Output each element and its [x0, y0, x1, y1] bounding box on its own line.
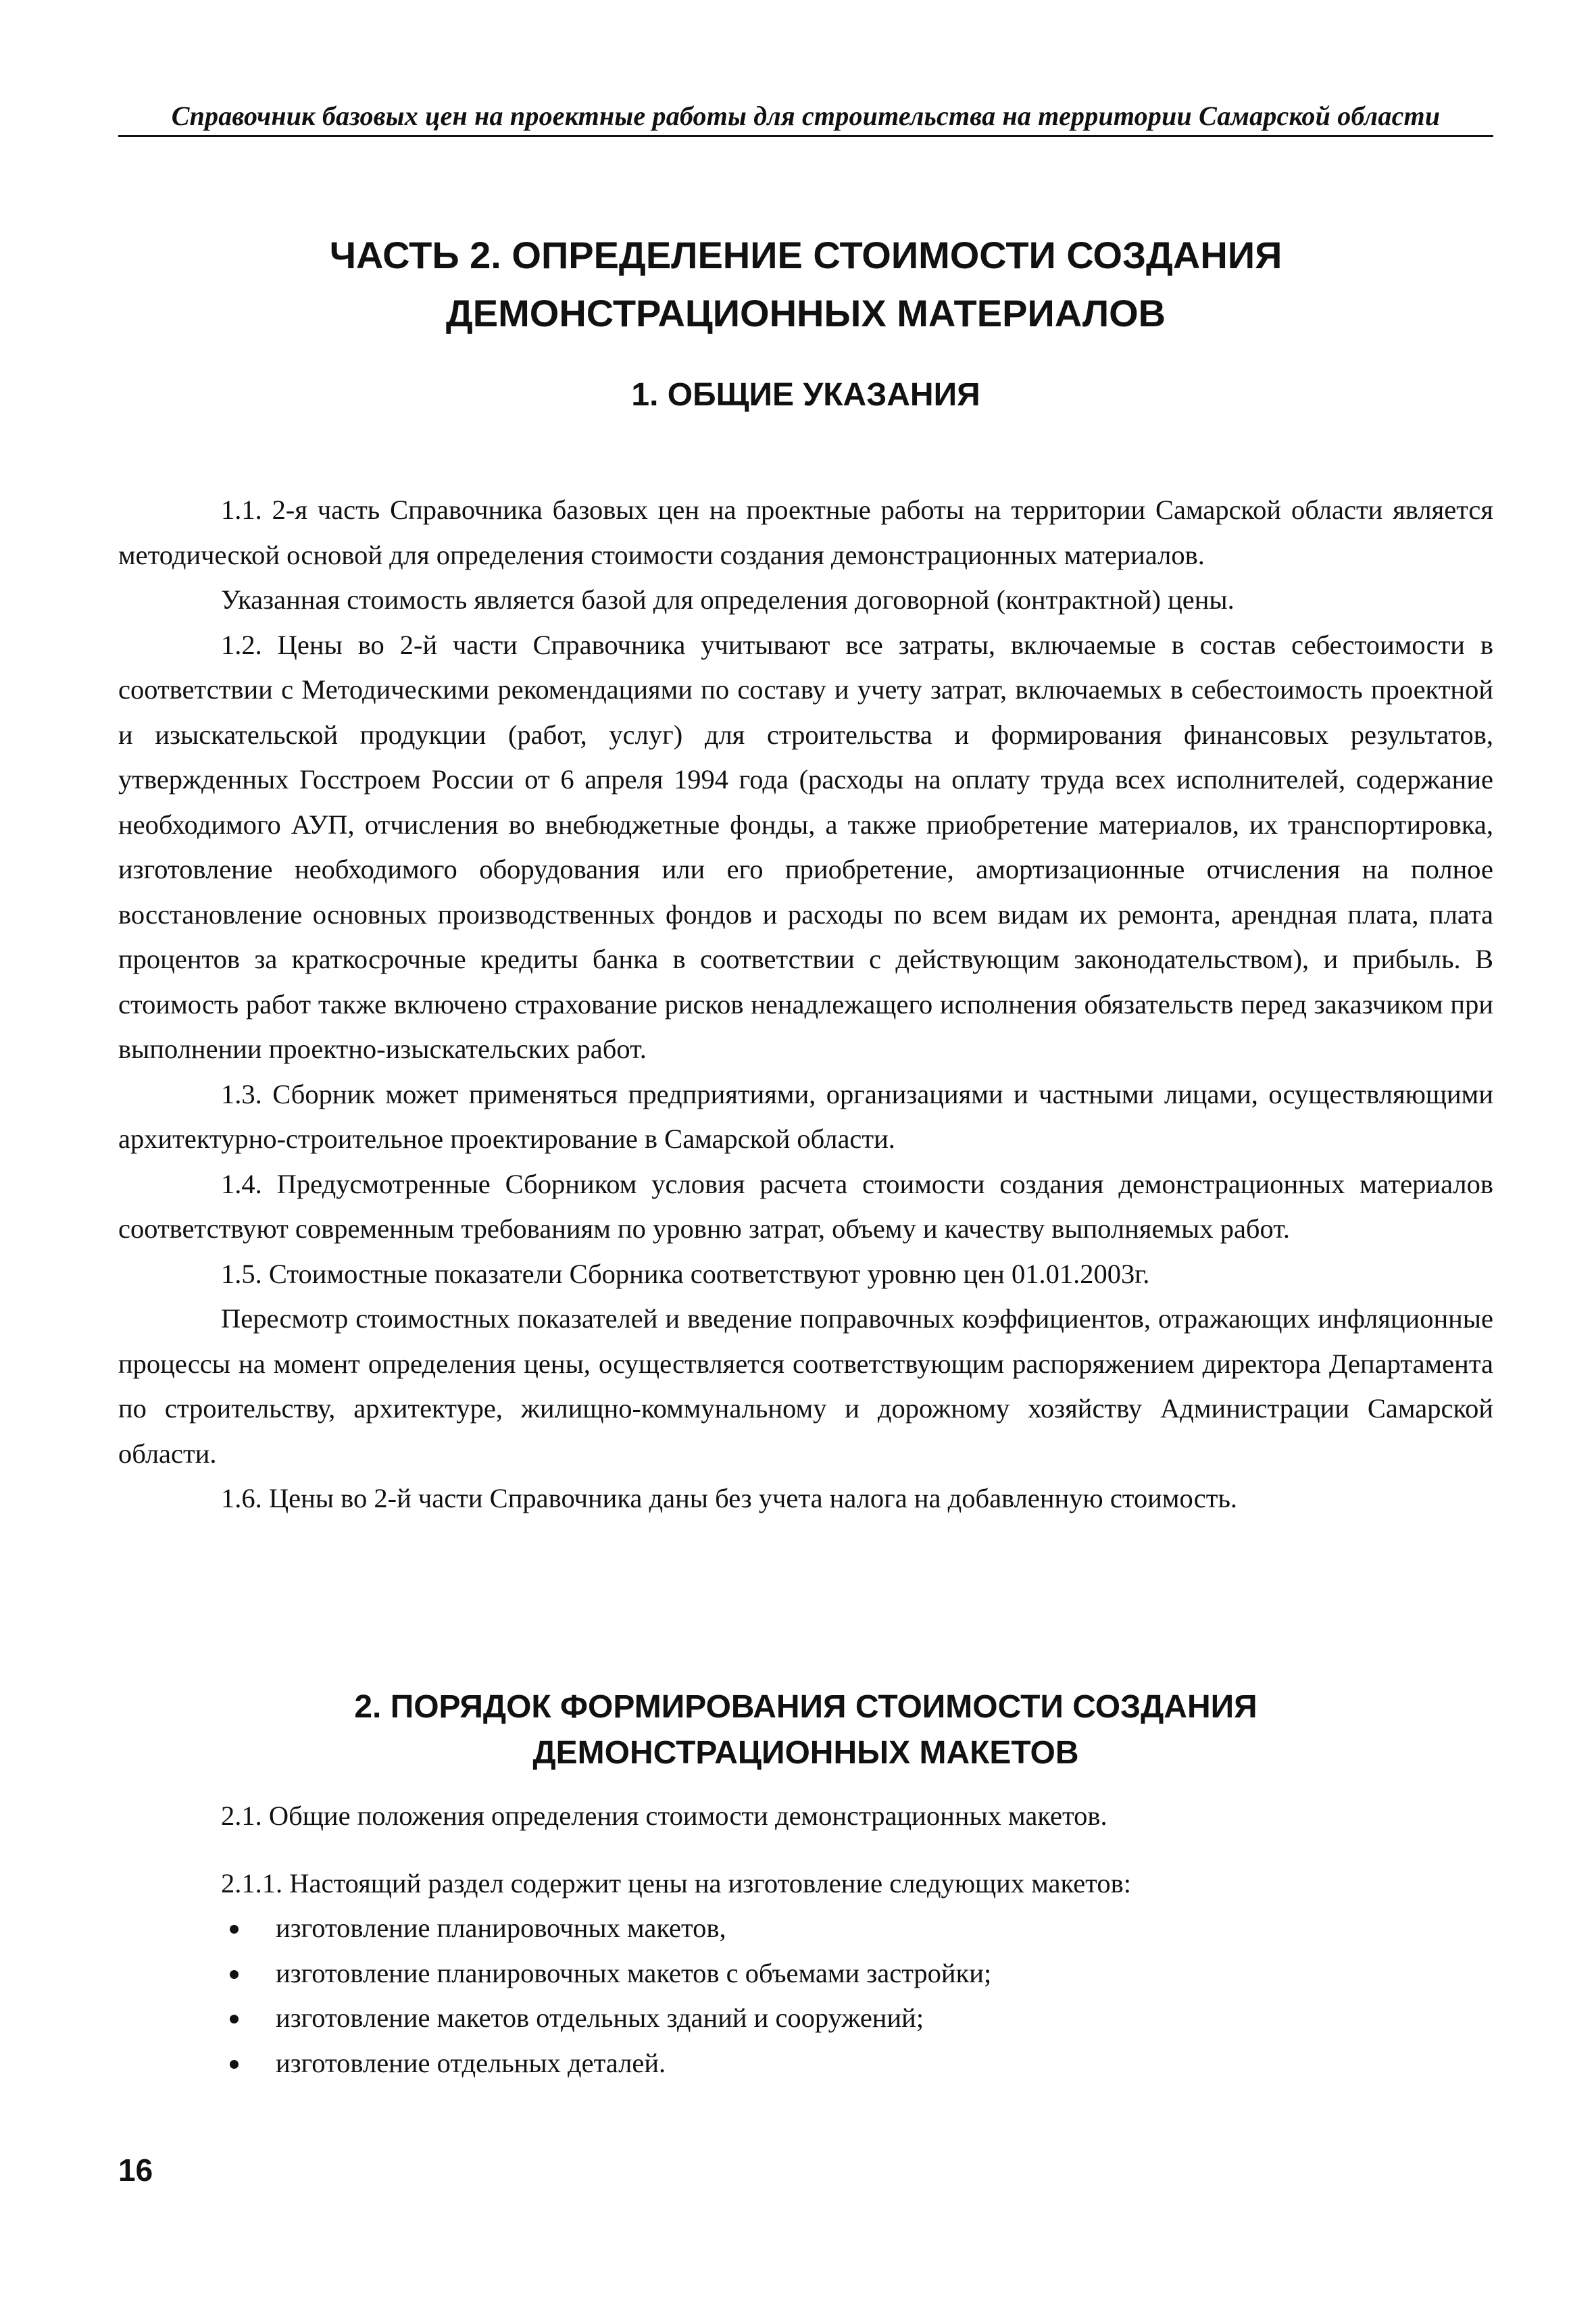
bullet-icon	[230, 2015, 239, 2023]
paragraph-1-2: 1.2. Цены во 2-й части Справочника учитывают все затраты, включаемые в состав себестоимости в соответствии с Методическими рекомендациями по составу и учету затрат, включаемых в себестоимость проектной и изыскательской продукции (работ, услуг) для строительства и формирования финансовых результатов, утвержденных Госстроем России от 6 апреля 1994 года (расходы на оплату труда всех исполнителей, содержание необходимого АУП, отчисления во внебюджетные фонды, а также приобретение материалов, их транспортировка, изготовление необходимого оборудования или его приобретение, амортизационные отчисления на полное восстановление основных производственных фондов и расходы по всем видам их ремонта, арендная плата, плата процентов за краткосрочные кредиты банка в соответствии с действующим законодательством), и прибыль. В стоимость работ также включено страхование рисков ненадлежащего исполнения обязательств перед заказчиком при выполнении проектно-изыскательских работ.	[118, 629, 1493, 1064]
paragraph-2-1: 2.1. Общие положения определения стоимости демонстрационных макетов.	[221, 1801, 1107, 1831]
paragraph-2-1-1: 2.1.1. Настоящий раздел содержит цены на изготовление следующих макетов:	[221, 1867, 1131, 1898]
paragraph-1-1: 1.1. 2-я часть Справочника базовых цен на проектные работы на территории Самарской области является методической основой для определения стоимости создания демонстрационных материалов.	[118, 495, 1493, 570]
list-item-text: изготовление отдельных деталей.	[276, 2047, 666, 2078]
part-title	[118, 226, 1493, 343]
section-2-title-line-1: 2. ПОРЯДОК ФОРМИРОВАНИЯ СТОИМОСТИ СОЗДАНИЯ	[354, 1689, 1257, 1725]
paragraph-1-5: 1.5. Стоимостные показатели Сборника соответствуют уровню цен 01.01.2003г.	[221, 1258, 1150, 1289]
list-item	[118, 1906, 1493, 1951]
page-number: 16	[118, 2153, 153, 2188]
list-item-text: изготовление макетов отдельных зданий и сооружений;	[276, 2003, 924, 2033]
part-title-line-1: ЧАСТЬ 2. ОПРЕДЕЛЕНИЕ СТОИМОСТИ СОЗДАНИЯ	[329, 234, 1282, 276]
paragraph-1-1-note: Указанная стоимость является базой для определения договорной (контрактной) цены.	[221, 584, 1235, 615]
paragraph-1-3: 1.3. Сборник может применяться предприятиями, организациями и частными лицами, осуществляющими архитектурно-строительное проектирование в Самарской области.	[118, 1078, 1493, 1154]
list-item-text: изготовление планировочных макетов,	[276, 1913, 726, 1943]
list-item	[118, 2041, 1493, 2086]
section-2-title-line-2: ДЕМОНСТРАЦИОННЫХ МАКЕТОВ	[532, 1735, 1079, 1771]
paragraph-1-4: 1.4. Предусмотренные Сборником условия расчета стоимости создания демонстрационных материалов соответствуют современным требованиям по уровню затрат, объему и качеству выполняемых работ.	[118, 1168, 1493, 1244]
model-types-list	[118, 1906, 1493, 2086]
section-2-title	[118, 1684, 1493, 1776]
list-item	[118, 1996, 1493, 2041]
section-2-body	[118, 1794, 1493, 2086]
running-header: Справочник базовых цен на проектные работы для строительства на территории Самарской области	[171, 101, 1441, 131]
section-1-title: 1. ОБЩИЕ УКАЗАНИЯ	[631, 377, 980, 413]
bullet-icon	[230, 1970, 239, 1979]
part-title-line-2: ДЕМОНСТРАЦИОННЫХ МАТЕРИАЛОВ	[445, 292, 1166, 334]
paragraph-1-6: 1.6. Цены во 2-й части Справочника даны без учета налога на добавленную стоимость.	[221, 1483, 1238, 1513]
header-rule	[118, 135, 1493, 137]
bullet-icon	[230, 1925, 239, 1934]
list-item-text: изготовление планировочных макетов с объемами застройки;	[276, 1957, 992, 1988]
section-1-body	[118, 488, 1493, 1521]
list-item	[118, 1951, 1493, 1996]
bullet-icon	[230, 2060, 239, 2069]
paragraph-1-5-revision: Пересмотр стоимостных показателей и введение поправочных коэффициентов, отражающих инфляционные процессы на момент определения цены, осуществляется соответствующим распоряжением директора Департамента по строительству, архитектуре, жилищно-коммунальному и дорожному хозяйству Администрации Самарской области.	[118, 1303, 1493, 1469]
